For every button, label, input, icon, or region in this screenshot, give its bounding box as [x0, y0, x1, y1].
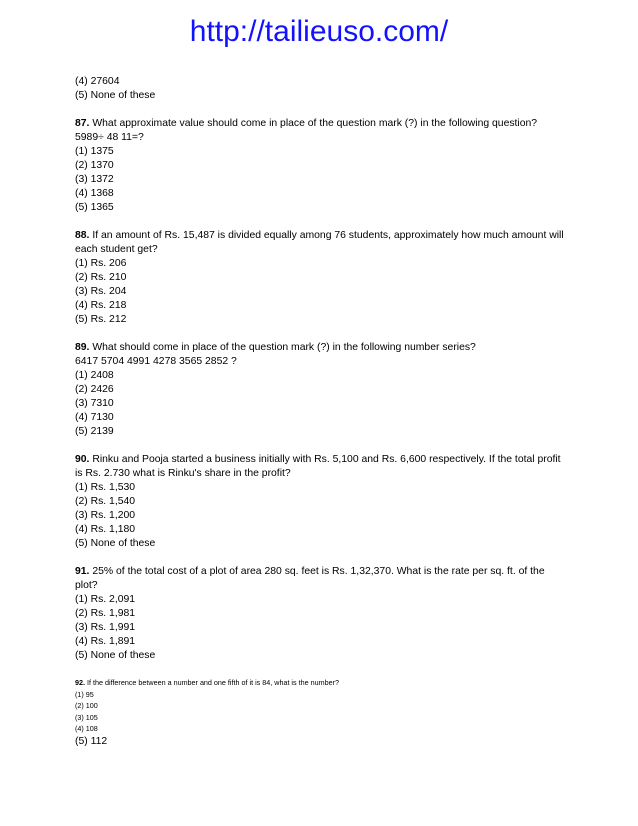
- option-2: (2) Rs. 210: [75, 272, 127, 283]
- question-number: 88.: [75, 230, 90, 241]
- question-number: 89.: [75, 342, 90, 353]
- question-88: [75, 229, 565, 327]
- question-87: [75, 117, 565, 215]
- option-1: (1) 95: [75, 689, 94, 699]
- question-number: 92.: [75, 678, 85, 687]
- option-4: (4) Rs. 218: [75, 300, 127, 311]
- option-1: (1) 2408: [75, 370, 114, 381]
- question-expression: 5989÷ 48 11=?: [75, 132, 144, 143]
- question-text: What approximate value should come in place of the question mark (?) in the following question?: [89, 118, 538, 129]
- question-number: 87.: [75, 118, 90, 129]
- option-5: (5) 2139: [75, 426, 114, 437]
- option-4: (4) Rs. 1,180: [75, 524, 136, 535]
- question-text: What should come in place of the question mark (?) in the following number series?: [89, 342, 476, 353]
- option-5: (5) None of these: [75, 538, 156, 549]
- option-3: (3) 105: [75, 712, 98, 722]
- option-5: (5) 112: [75, 735, 108, 747]
- option-5: (5) None of these: [75, 90, 156, 101]
- option-3: (3) Rs. 1,200: [75, 510, 136, 521]
- option-2: (2) 2426: [75, 384, 114, 395]
- question-content: [75, 75, 565, 749]
- question-number: 91.: [75, 566, 90, 577]
- option-1: (1) Rs. 206: [75, 258, 127, 269]
- site-url-link[interactable]: http://tailieuso.com/: [189, 15, 449, 48]
- question-number: 90.: [75, 454, 90, 465]
- option-2: (2) Rs. 1,981: [75, 608, 136, 619]
- question-text: If the difference between a number and one fifth of it is 84, what is the number?: [85, 678, 339, 687]
- question-90: [75, 453, 565, 551]
- option-1: (1) Rs. 1,530: [75, 482, 136, 493]
- option-4: (4) 7130: [75, 412, 114, 423]
- question-89: [75, 341, 565, 439]
- question-92: [75, 677, 565, 735]
- option-4: (4) 27604: [75, 76, 120, 87]
- option-2: (2) 100: [75, 701, 98, 710]
- option-5: (5) Rs. 212: [75, 314, 127, 325]
- option-2: (2) Rs. 1,540: [75, 496, 136, 507]
- option-3: (3) Rs. 1,991: [75, 622, 136, 633]
- option-4: (4) Rs. 1,891: [75, 636, 136, 647]
- option-4: (4) 1368: [75, 188, 114, 199]
- option-5: (5) 1365: [75, 202, 114, 213]
- option-1: (1) Rs. 2,091: [75, 594, 136, 605]
- question-91: [75, 565, 565, 663]
- question-text: Rinku and Pooja started a business initially with Rs. 5,100 and Rs. 6,600 respectively. If the total profit is Rs. 2.730 what is Rinku's share in the profit?: [75, 454, 561, 479]
- option-1: (1) 1375: [75, 146, 114, 157]
- option-3: (3) 7310: [75, 398, 114, 409]
- option-3: (3) Rs. 204: [75, 286, 127, 297]
- number-series: 6417 5704 4991 4278 3565 2852 ?: [75, 356, 237, 367]
- option-3: (3) 1372: [75, 174, 114, 185]
- question-text: 25% of the total cost of a plot of area 280 sq. feet is Rs. 1,32,370. What is the rate per sq. ft. of the plot?: [75, 566, 545, 591]
- option-4: (4) 108: [75, 724, 98, 733]
- option-5: (5) None of these: [75, 650, 156, 661]
- question-text: If an amount of Rs. 15,487 is divided equally among 76 students, approximately how much amount will each student get?: [75, 230, 564, 255]
- option-2: (2) 1370: [75, 160, 114, 171]
